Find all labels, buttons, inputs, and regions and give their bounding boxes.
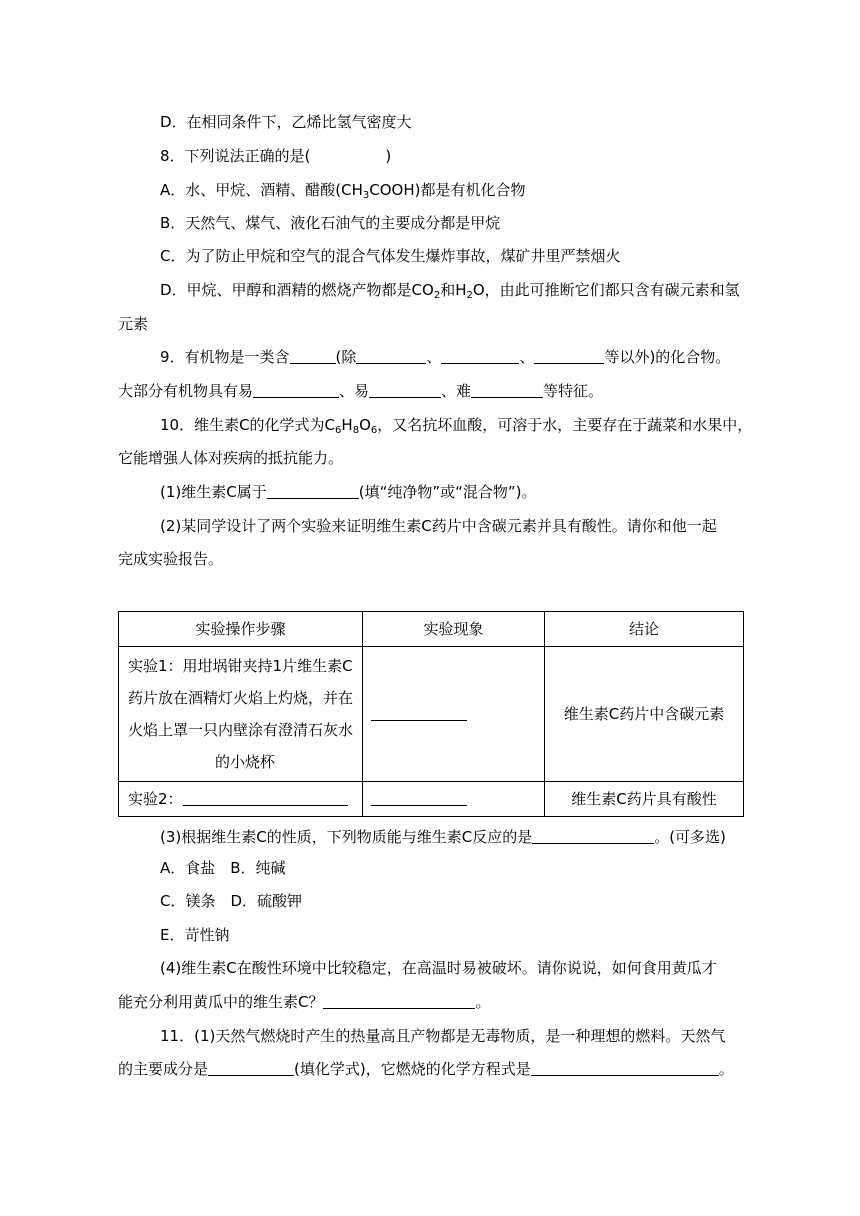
step-line: 实验1：用坩埚钳夹持1片维生素C xyxy=(128,657,353,675)
experiment-1-phenomenon-blank[interactable] xyxy=(371,704,467,721)
q7-option-d: D．在相同条件下，乙烯比氢气密度大 xyxy=(160,113,412,131)
q8-option-b: B．天然气、煤气、液化石油气的主要成分都是甲烷 xyxy=(160,214,501,232)
q10-3-option-e: E．苛性钠 xyxy=(160,926,230,944)
step-line: 火焰上罩一只内壁涂有澄清石灰水 xyxy=(128,721,354,739)
header-conclusion: 结论 xyxy=(545,612,744,647)
q10-part-2: (2)某同学设计了两个实验来证明维生素C药片中含碳元素并具有酸性。请你和他一起 xyxy=(160,517,717,535)
experiment-2-conclusion: 维生素C药片具有酸性 xyxy=(545,782,744,817)
q10-part-4-continued: 能充分利用黄瓜中的维生素C？ 。 xyxy=(118,993,491,1011)
q10-part-3: (3)根据维生素C的性质，下列物质能与维生素C反应的是 。(可多选) xyxy=(160,828,726,846)
question-8: 8．下列说法正确的是( ) xyxy=(160,147,392,165)
header-steps: 实验操作步骤 xyxy=(119,612,363,647)
q10-4-blank[interactable] xyxy=(323,992,475,1009)
question-11: 11．(1)天然气燃烧时产生的热量高且产物都是无毒物质，是一种理想的燃料。天然气 xyxy=(160,1027,726,1045)
q11-equation-blank[interactable] xyxy=(531,1059,719,1076)
q10-part-1: (1)维生素C属于 (填“纯净物”或“混合物”)。 xyxy=(160,483,537,501)
experiment-2-steps-blank[interactable] xyxy=(183,789,348,806)
q11-formula-blank[interactable] xyxy=(208,1059,294,1076)
q8-option-c: C．为了防止甲烷和空气的混合气体发生爆炸事故，煤矿井里严禁烟火 xyxy=(160,247,621,265)
q8-option-a: A．水、甲烷、酒精、醋酸$(CH_3COOH)$都是有机化合物 xyxy=(160,181,526,201)
experiment-1-phenomenon xyxy=(363,647,545,782)
q9-blank-7[interactable] xyxy=(471,381,543,398)
table-header-row xyxy=(119,612,744,647)
q8-option-d-continued: 元素 xyxy=(118,315,149,333)
q10-3-blank[interactable] xyxy=(532,827,654,844)
step-line: 的小烧杯 xyxy=(214,753,275,771)
step-label: 实验2： xyxy=(128,790,183,808)
question-9: 9．有机物是一类含 (除 、 、 等以外)的化合物。 xyxy=(160,348,731,366)
question-10: 10．维生素C的化学式为$C_6H_8O_6$，又名抗坏血酸，可溶于水，主要存在于蔬菜和水果中， xyxy=(160,416,753,436)
question-11-continued: 的主要成分是 (填化学式)，它燃烧的化学方程式是 。 xyxy=(118,1060,734,1078)
q10-3-options-cd: C．镁条 D．硫酸钾 xyxy=(160,892,303,910)
q9-blank-4[interactable] xyxy=(534,347,604,364)
experiment-2-phenomenon-blank[interactable] xyxy=(371,789,467,806)
question-9-continued: 大部分有机物具有易 、易 、难 等特征。 xyxy=(118,382,604,400)
experiment-2-phenomenon xyxy=(363,782,545,817)
table-row xyxy=(119,782,744,817)
experiment-2-steps xyxy=(119,782,363,817)
q10-part-2-continued: 完成实验报告。 xyxy=(118,550,224,568)
q9-blank-5[interactable] xyxy=(253,381,339,398)
q10-3-options-ab: A．食盐 B．纯碱 xyxy=(160,859,286,877)
header-phenomenon: 实验现象 xyxy=(363,612,545,647)
experiment-1-steps xyxy=(119,647,363,782)
q9-blank-3[interactable] xyxy=(441,347,519,364)
q10-1-blank[interactable] xyxy=(267,482,359,499)
q9-blank-1[interactable] xyxy=(290,347,336,364)
q10-part-4: (4)维生素C在酸性环境中比较稳定，在高温时易被破坏。请你说说，如何食用黄瓜才 xyxy=(160,959,717,977)
experiment-report-table xyxy=(118,611,744,817)
table-row xyxy=(119,647,744,782)
q9-blank-6[interactable] xyxy=(369,381,441,398)
step-line: 药片放在酒精灯火焰上灼烧，并在 xyxy=(128,689,354,707)
q8-option-d: D．甲烷、甲醇和酒精的燃烧产物都是$CO_2$和$H_2O$，由此可推断它们都只含有碳元素和氢 xyxy=(160,281,740,301)
experiment-1-conclusion: 维生素C药片中含碳元素 xyxy=(545,647,744,782)
question-10-continued: 它能增强人体对疾病的抵抗能力。 xyxy=(118,449,344,467)
q9-blank-2[interactable] xyxy=(356,347,426,364)
